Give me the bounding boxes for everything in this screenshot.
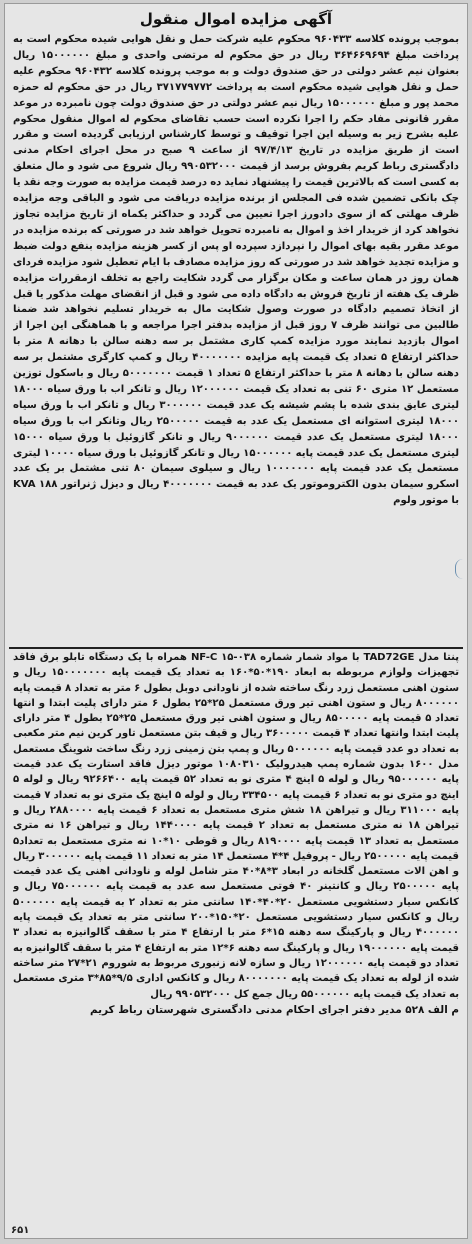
scan-mark [455,559,468,579]
newspaper-clipping [4,3,468,1239]
notice-body-part-2: پنتا مدل TAD72GE با مواد شمار شماره ۰۳۸-NF-C ۱۵ همراه با یک دستگاه تابلو برق فاقد تجهیزات ولوازم مربوطه به ابعاد ۱۹۰*۵۰*۱۶۰ به تعداد یک قیمت پایه ۱۵۰۰۰۰۰۰۰ ریال و ستون اهنی مستعمل زرد رنگ ساخته شده از ناودانی دوبل بطول ۶ متر به تعداد ۸ قیمت پایه ۸۰۰۰۰۰۰ ریال و ستون اهنی تیر ورق مستعمل ۲۵*۲۵ بطول ۶ متر دارای پلیت ابتدا و انتها تعداد ۵ قیمت پایه ۸۵۰۰۰۰۰ ریال و ستون اهنی تیر ورق مستعمل ۲۵*۲۵ بطول ۴ متر دارای پلیت ابتدا وانتها تعداد ۴ قیمت ۳۶۰۰۰۰۰ ریال و قیف بتن مستعمل تاور کرین نیم متر مکعبی به تعداد دو عدد قیمت پایه ۵۰۰۰۰۰۰ ریال و پمپ بتن زمینی زرد رنگ ساخت شوینگ مستعمل مدل ۱۶۰۰ بدون شماره پمپ هیدرولیک ۱۰۸۰۳۱۰ موتور دیزل فاقد استارت یک عدد قیمت پایه ۹۵۰۰۰۰۰۰ ریال و لوله ۵ اینچ ۴ متری نو به تعداد ۵۲ قیمت پایه ۹۲۶۶۴۰۰ ریال و لوله ۵ اینچ دو متری نو به تعداد ۶ قیمت پایه ۳۳۴۵۰۰ ریال و لوله ۵ اینچ یک متری نو به تعداد ۷ قیمت پایه ۳۱۱۰۰۰ ریال و تیراهن ۱۸ شش متری مستعمل به تعداد ۶ قیمت پایه ۲۸۸۰۰۰۰ ریال و تیراهن ۱۸ نه متری مستعمل به تعداد ۲ قیمت پایه ۱۴۴۰۰۰۰ ریال و تیراهن ۱۶ نه متری مستعمل به تعداد ۱۳ قیمت پایه ۸۱۹۰۰۰۰ ریال و قوطی ۱۰*۱۰ نه متری مستعمل به تعداد۵ قیمت پایه ۲۵۰۰۰۰۰ ریال - پروفیل ۴*۴ مستعمل ۱۴ متر به تعداد ۱۱ قیمت پایه ۳۰۰۰۰۰۰ ریال و اهن الات مستعمل گلخانه در ابعاد ۳*۸*۴۰ متر شامل لوله و ناودانی اهنی یک عدد قیمت پایه ۲۵۰۰۰۰۰ ریال و کانتینر ۴۰ فوتی مستعمل سه عدد به قیمت پایه ۷۵۰۰۰۰۰۰ ریال و کانکس سیار دستشویی مستعمل ۲۰*۴۰*۱۴۰ سانتی متر به تعداد ۲ به قیمت پایه ۵۰۰۰۰۰۰ ریال و کانکس سیار دستشویی مستعمل ۲۰*۱۵۰*۲۰۰ سانتی متر به تعداد یک قیمت پایه ۴۰۰۰۰۰۰ ریال و پارکینگ سه دهنه ۱۵*۶ متر با ارتفاع ۴ متر با سقف گالوانیزه به تعداد ۳ قیمت پایه ۱۹۰۰۰۰۰۰ ریال و پارکینگ سه دهنه ۶*۱۲ متر به ارتفاع ۴ متر با سقف گالوانیزه به تعداد دو قیمت پایه ۱۲۰۰۰۰۰۰ ریال و سازه لانه زنبوری مربوط به شوروم ۲۱*۲۷ متر ساخته شده از لوله به تعداد یک قیمت پایه ۸۰۰۰۰۰۰۰ ریال و کانکس اداری ۹/۵*۸۵*۳ متری مستعمل به تعداد یک قیمت پایه ۵۵۰۰۰۰۰۰ ریال جمع کل ۹۹۰۵۳۲۰۰۰ ریال [13,652,459,1000]
page-number: ۶۵۱ [11,1225,30,1236]
notice-signature: م الف ۵۲۸ مدیر دفتر اجرای احکام مدنی دادگستری شهرستان رباط کریم [90,1003,459,1016]
notice-column-top [13,6,459,646]
notice-body-part-1: بموجب پرونده کلاسه ۹۶۰۴۳۳ محکوم علیه شرکت حمل و نقل هوایی شیده محکوم است به پرداخت مبلغ ۳۶۴۶۶۹۶۹۴ ریال در حق محکوم له مرتضی واحدی و مبلغ ۱۵۰۰۰۰۰۰ ریال بعنوان نیم عشر دولتی در حق صندوق دولت و به موجب پرونده کلاسه ۹۶۰۴۳۲ محکوم علیه حمل و نقل هوایی شیده محکوم است به پرداخت ۳۷۱۷۷۹۷۷۲ ریال در حق محکوم له حمزه محمد پور و مبلغ ۱۵۰۰۰۰۰۰ ریال نیم عشر دولتی در حق صندوق دولت چون نامبرده در موعد مقرر قانونی مفاد حکم را اجرا نکرده است حسب تقاضای محکوم له اموال منقول محکوم علیه بشرح زیر به وسیله این اجرا توقیف و توسط کارشناس ارزیابی گردیده است و مقرر است از طریق مزایده در تاریخ ۹۷/۴/۱۳ از ساعت ۹ صبح در محل اجرای احکام مدنی دادگستری رباط کریم بفروش برسد از قیمت ۹۹۰۵۳۲۰۰۰ ریال شروع می شود و مال متعلق به کسی است که بالاترین قیمت را پیشنهاد نماید ده درصد قیمت مزایده به صورت وجه نقد یا چک بانکی تضمین شده فی المجلس از برنده مزایده دریافت می شود و الباقی وجه مزایده ظرف مهلتی که از سوی دادورز اجرا تعیین می گردد و حداکثر یکماه از تاریخ مزایده تجاوز نخواهد کرد از خریدار اخذ و اموال به نامبرده تحویل خواهد شد در صورتی که برنده مزایده در موعد مقرر بقیه بهای اموال را نپردازد سپرده او پس از کسر هزینه مزایده بنفع دولت ضبط و مزایده تجدید خواهد شد در صورتی که روز مزایده مصادف با ایام تعطیل شود مزایده فردای همان روز در همان ساعت و مکان برگزار می گردد شکایت راجع به تخلف ازمقررات مزایده ظرف یک هفته از تاریخ فروش به دادگاه داده می شود و قبل از انقضای مهلت مذکور یا قبل از اتخاذ تصمیم دادگاه در صورت وصول شکایت مال به خریدار تسلیم نخواهد شد ضمنا طالبین می توانند ظرف ۷ روز قبل از مزایده بدفتر اجرا مراجعه و با هماهنگی این اجرا از اموال بازدید نمایند مورد مزایده کمپ کاری مشتمل بر سه دهنه سالن با دهانه ۸ متر با حداکثر ارتفاع ۵ تعداد یک قیمت پایه مزایده ۴۰۰۰۰۰۰۰ ریال و کمپ کارگری مشتمل بر سه دهنه سالن با دهانه ۸ متر با حداکثر ارتفاع ۵ تعداد ۱ قیمت ۵۰۰۰۰۰۰۰ ریال و باسکول توزین مستعمل ۱۲ متری ۶۰ تنی به تعداد یک قیمت ۱۲۰۰۰۰۰۰ ریال و تانکر اب با ورق سیاه ۱۸۰۰۰ لیتری عایق بندی شده با پشم شیشه یک عدد قیمت ۳۰۰۰۰۰۰ ریال و تانکر اب با ورق سیاه ۱۸۰۰۰ لیتری استوانه ای مستعمل یک عدد به قیمت ۲۵۰۰۰۰۰ ریال وتانکر اب با ورق سیاه ۱۸۰۰۰ لیتری مستعمل یک عدد قیمت ۹۰۰۰۰۰۰ ریال و تانکر گازوئیل با ورق سیاه ۱۵۰۰۰ لیتری مستعمل یک عدد قیمت پایه ۱۵۰۰۰۰۰۰ ریال و تانکر گازوئیل با ورق سیاه ۱۰۰۰۰ لیتری مستعمل یک عدد قیمت پایه ۱۰۰۰۰۰۰۰ ریال و سیلوی سیمان ۸۰ تنی مشتمل بر یک عدد اسکرو سیمان بدون الکتروموتور یک عدد به قیمت ۴۰۰۰۰۰۰۰ ریال و دیزل ژنراتور KVA ۱۸۸ با موتور ولوم [13,34,459,507]
column-divider [9,647,463,649]
notice-title: آگهی مزایده اموال منقول [139,10,333,28]
notice-column-bottom [13,650,459,1232]
